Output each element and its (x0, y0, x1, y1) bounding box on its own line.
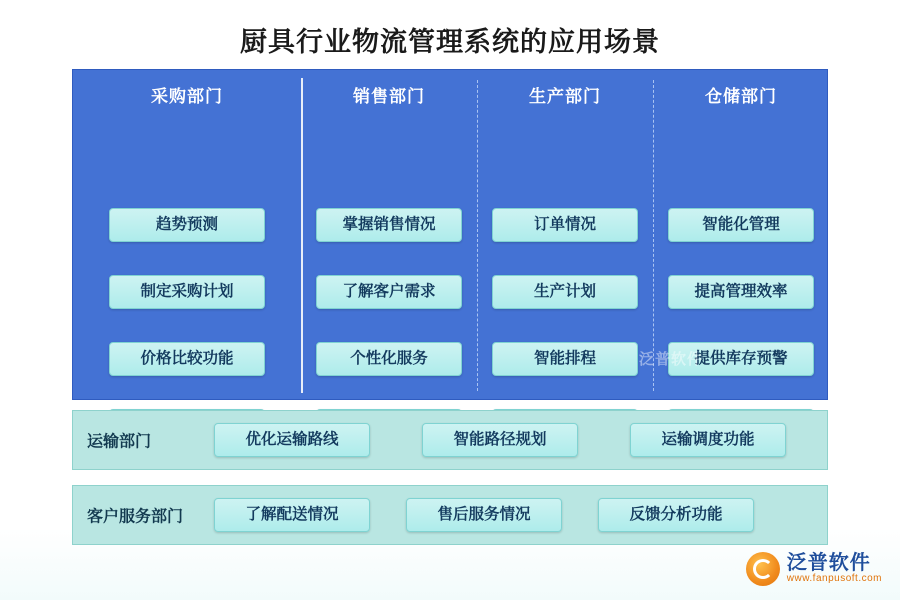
chip-item[interactable]: 掌握销售情况 (316, 208, 462, 242)
department-column-purchasing (73, 70, 301, 401)
department-column-sales (301, 70, 477, 401)
bar-label: 客户服务部门 (87, 508, 184, 526)
bar-label: 运输部门 (87, 433, 152, 451)
transport-department-bar (72, 410, 828, 470)
chip-item[interactable]: 生产计划 (492, 275, 638, 309)
column-header: 仓储部门 (705, 87, 777, 106)
chip-item[interactable]: 提供库存预警 (668, 342, 814, 376)
chip-item[interactable]: 了解客户需求 (316, 275, 462, 309)
chip-item[interactable]: 趋势预测 (109, 208, 265, 242)
globe-icon (746, 552, 780, 586)
chip-item[interactable]: 了解配送情况 (214, 498, 370, 532)
department-column-warehouse (653, 70, 829, 401)
chip-item[interactable]: 智能排程 (492, 342, 638, 376)
chip-item[interactable]: 售后服务情况 (406, 498, 562, 532)
company-logo (746, 552, 882, 586)
chip-item[interactable]: 反馈分析功能 (598, 498, 754, 532)
chip-item[interactable]: 订单情况 (492, 208, 638, 242)
logo-text (787, 553, 882, 585)
logo-url: www.fanpusoft.com (786, 573, 882, 585)
watermark-text: 泛普软件 (639, 351, 704, 368)
column-header: 销售部门 (353, 87, 425, 106)
column-header: 采购部门 (151, 87, 223, 106)
chip-item[interactable]: 价格比较功能 (109, 342, 265, 376)
chip-item[interactable]: 智能路径规划 (422, 423, 578, 457)
chip-item[interactable]: 个性化服务 (316, 342, 462, 376)
chip-item[interactable]: 智能化管理 (668, 208, 814, 242)
chip-item[interactable]: 运输调度功能 (630, 423, 786, 457)
column-header: 生产部门 (529, 87, 601, 106)
chip-item[interactable]: 提高管理效率 (668, 275, 814, 309)
chip-item[interactable]: 制定采购计划 (109, 275, 265, 309)
department-column-production (477, 70, 653, 401)
page-title: 厨具行业物流管理系统的应用场景 (240, 27, 660, 57)
logo-name: 泛普软件 (786, 552, 871, 575)
chip-item[interactable]: 优化运输路线 (214, 423, 370, 457)
departments-panel (72, 69, 828, 400)
customer-service-department-bar (72, 485, 828, 545)
